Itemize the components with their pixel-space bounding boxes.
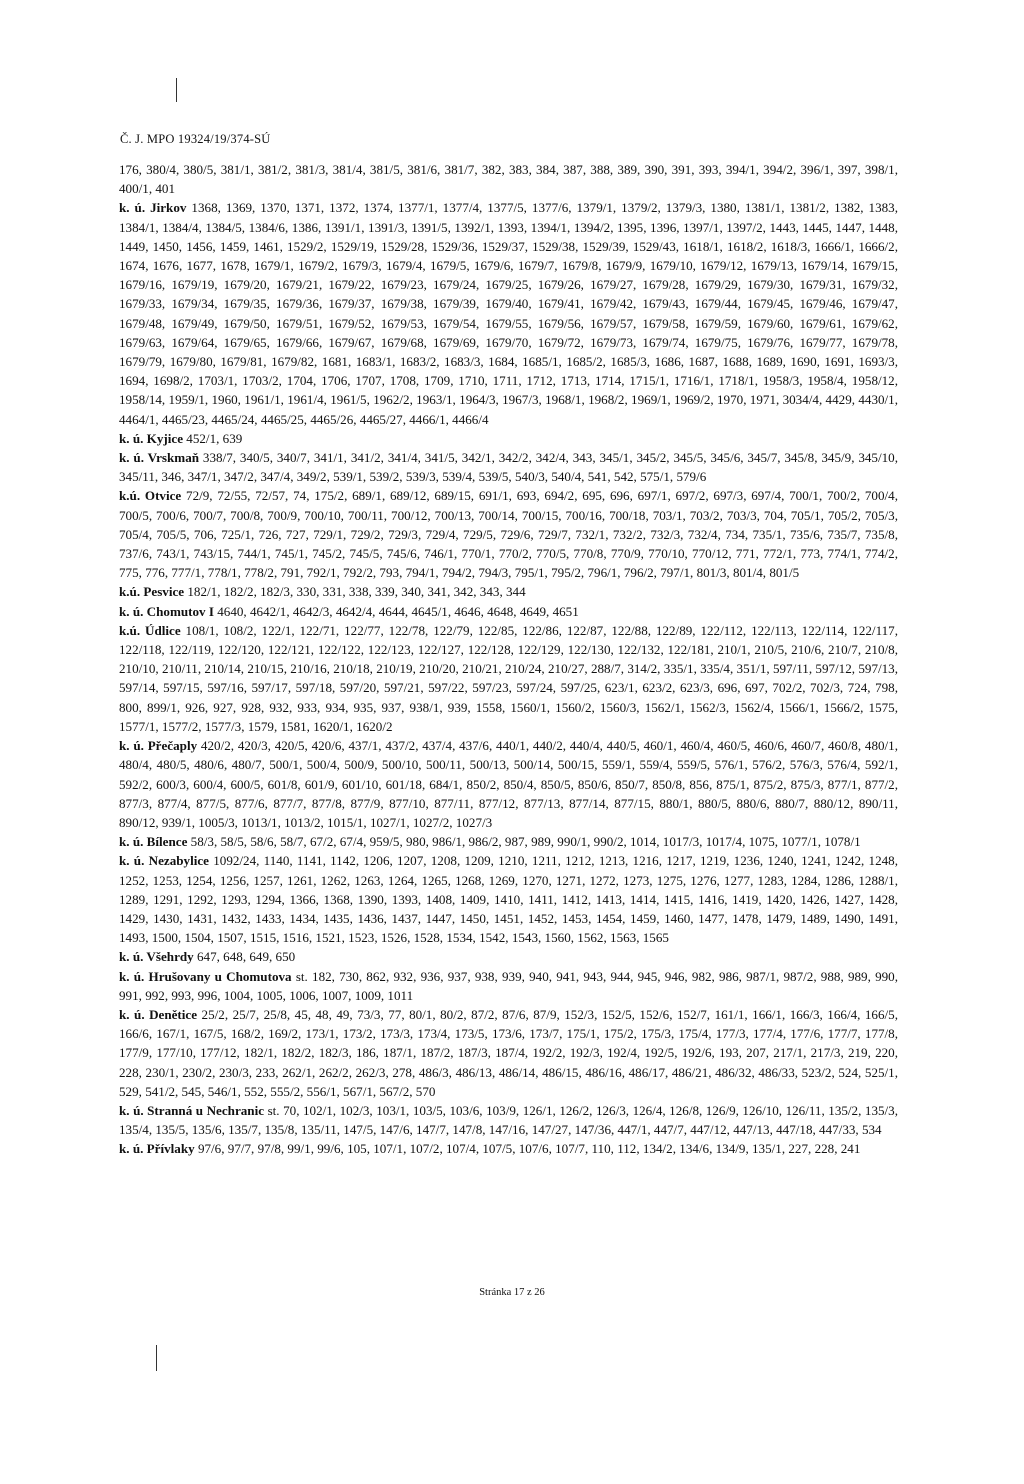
reference-number: Č. J. MPO 19324/19/374-SÚ [120,132,271,146]
parcel-entry-privlaky: k. ú. Přívlaky 97/6, 97/7, 97/8, 99/1, 99/6, 105, 107/1, 107/2, 107/4, 107/5, 107/6, 107/7, 110, 112, 134/2, 134/6, 134/9, 135/1, 227, 228, 241 [119,1141,861,1157]
parcel-entry-kyjice: k. ú. Kyjice 452/1, 639 [119,430,243,446]
parcel-list [119,160,898,1159]
parcel-entry-jirkov: k. ú. Jirkov 1368, 1369, 1370, 1371, 1372, 1374, 1377/1, 1377/4, 1377/5, 1377/6, 1379/1, 1379/2, 1379/3, 1380, 1381/1, 1381/2, 1382, 1383, 1384/1, 1384/4, 1384/5, 1384/6, 1386, 1391/1, 1391/3, 1391/5, 1392/1, 1393, 1394/1, 1394/2, 1395, 1396, 1397/1, 1397/2, 1443, 1445, 1447, 1448, 1449, 1450, 1456, 1459, 1461, 1529/2, 1529/19, 1529/28, 1529/36, 1529/37, 1529/38, 1529/39, 1529/43, 1618/1, 1618/2, 1618/3, 1666/1, 1666/2, 1674, 1676, 1677, 1678, 1679/1, 1679/2, 1679/3, 1679/4, 1679/5, 1679/6, 1679/7, 1679/8, 1679/9, 1679/10, 1679/12, 1679/13, 1679/14, 1679/15, 1679/16, 1679/19, 1679/20, 1679/21, 1679/22, 1679/23, 1679/24, 1679/25, 1679/26, 1679/27, 1679/28, 1679/29, 1679/30, 1679/31, 1679/32, 1679/33, 1679/34, 1679/35, 1679/36, 1679/37, 1679/38, 1679/39, 1679/40, 1679/41, 1679/42, 1679/43, 1679/44, 1679/45, 1679/46, 1679/47, 1679/48, 1679/49, 1679/50, 1679/51, 1679/52, 1679/53, 1679/54, 1679/55, 1679/56, 1679/57, 1679/58, 1679/59, 1679/60, 1679/61, 1679/62, 1679/63, 1679/64, 1679/65, 1679/66, 1679/67, 1679/68, 1679/69, 1679/70, 1679/72, 1679/73, 1679/74, 1679/75, 1679/76, 1679/77, 1679/78, 1679/79, 1679/80, 1679/81, 1679/82, 1681, 1683/1, 1683/2, 1683/3, 1684, 1685/1, 1685/2, 1685/3, 1686, 1687, 1688, 1689, 1690, 1691, 1693/3, 1694, 1698/2, 1703/1, 1703/2, 1704, 1706, 1707, 1708, 1709, 1710, 1711, 1712, 1713, 1714, 1715/1, 1716/1, 1718/1, 1958/3, 1958/4, 1958/12, 1958/14, 1959/1, 1960, 1961/1, 1961/4, 1961/5, 1962/2, 1963/1, 1964/3, 1967/3, 1968/1, 1968/2, 1969/1, 1969/2, 1970, 1971, 3034/4, 4429, 4430/1, 4464/1, 4465/23, 4465/24, 4465/25, 4465/26, 4465/27, 4466/1, 4466/4 [119,200,899,427]
scan-mark-top [176,78,177,102]
page-number: Stránka 17 z 26 [479,1287,545,1298]
parcel-entry-bilence: k. ú. Bílence 58/3, 58/5, 58/6, 58/7, 67/2, 67/4, 959/5, 980, 986/1, 986/2, 987, 989, 990/1, 990/2, 1014, 1017/3, 1017/4, 1075, 1077/1, 1078/1 [119,834,861,850]
parcel-entry-nezabylice: k. ú. Nezabylice 1092/24, 1140, 1141, 1142, 1206, 1207, 1208, 1209, 1210, 1211, 1212, 1213, 1216, 1217, 1219, 1236, 1240, 1241, 1242, 1248, 1252, 1253, 1254, 1256, 1257, 1261, 1262, 1263, 1264, 1265, 1268, 1269, 1270, 1271, 1272, 1273, 1275, 1276, 1277, 1283, 1284, 1286, 1288/1, 1289, 1291, 1292, 1293, 1294, 1366, 1368, 1390, 1393, 1408, 1409, 1410, 1411, 1412, 1413, 1414, 1415, 1416, 1419, 1420, 1426, 1427, 1428, 1429, 1430, 1431, 1432, 1433, 1434, 1435, 1436, 1437, 1447, 1450, 1451, 1452, 1453, 1454, 1459, 1460, 1477, 1478, 1479, 1489, 1490, 1491, 1493, 1500, 1504, 1507, 1515, 1516, 1521, 1523, 1526, 1528, 1534, 1542, 1543, 1560, 1562, 1563, 1565 [119,853,898,946]
parcel-entry-vrskman: k. ú. Vrskmaň 338/7, 340/5, 340/7, 341/1, 341/2, 341/4, 341/5, 342/1, 342/2, 342/4, 343, 345/1, 345/2, 345/5, 345/6, 345/7, 345/8, 345/9, 345/10, 345/11, 346, 347/1, 347/2, 347/4, 349/2, 539/1, 539/2, 539/3, 539/4, 539/5, 540/3, 540/4, 541, 542, 575/1, 579/6 [119,450,898,485]
parcel-entry-udlice: k.ú. Údlice 108/1, 108/2, 122/1, 122/71, 122/77, 122/78, 122/79, 122/85, 122/86, 122/87, 122/88, 122/89, 122/112, 122/113, 122/114, 122/117, 122/118, 122/119, 122/120, 122/121, 122/122, 122/123, 122/127, 122/128, 122/129, 122/130, 122/132, 122/181, 210/1, 210/5, 210/6, 210/7, 210/8, 210/10, 210/11, 210/14, 210/15, 210/16, 210/18, 210/19, 210/20, 210/21, 210/24, 210/27, 288/7, 314/2, 335/1, 335/4, 351/1, 597/11, 597/12, 597/13, 597/14, 597/15, 597/16, 597/17, 597/18, 597/20, 597/21, 597/22, 597/23, 597/24, 597/25, 623/1, 623/2, 623/3, 696, 697, 702/2, 702/3, 724, 798, 800, 899/1, 926, 927, 928, 932, 933, 934, 935, 937, 938/1, 939, 1558, 1560/1, 1560/2, 1560/3, 1562/1, 1562/3, 1562/4, 1566/1, 1566/2, 1575, 1577/1, 1577/2, 1577/3, 1579, 1581, 1620/1, 1620/2 [119,622,898,734]
scan-mark-bottom [156,1345,157,1371]
parcel-entry-otvice: k.ú. Otvice 72/9, 72/55, 72/57, 74, 175/2, 689/1, 689/12, 689/15, 691/1, 693, 694/2, 695, 696, 697/1, 697/2, 697/3, 697/4, 700/1, 700/2, 700/4, 700/5, 700/6, 700/7, 700/8, 700/9, 700/10, 700/11, 700/12, 700/13, 700/14, 700/15, 700/16, 700/18, 703/1, 703/2, 703/3, 704, 705/1, 705/2, 705/3, 705/4, 705/5, 706, 725/1, 726, 727, 729/1, 729/2, 729/3, 729/4, 729/5, 729/6, 729/7, 732/1, 732/2, 732/3, 732/4, 734, 735/1, 735/6, 735/7, 735/8, 737/6, 743/1, 743/15, 744/1, 745/1, 745/2, 745/5, 745/6, 746/1, 770/1, 770/2, 770/5, 770/8, 770/9, 770/10, 770/12, 771, 772/1, 773, 774/1, 774/2, 775, 776, 777/1, 778/1, 778/2, 791, 792/1, 792/2, 793, 794/1, 794/2, 794/3, 795/1, 795/2, 796/1, 796/2, 797/1, 801/3, 801/4, 801/5 [119,488,898,581]
parcel-entry-pesvice: k.ú. Pesvice 182/1, 182/2, 182/3, 330, 331, 338, 339, 340, 341, 342, 343, 344 [119,584,526,600]
parcel-entry-denetice: k. ú. Denětice 25/2, 25/7, 25/8, 45, 48, 49, 73/3, 77, 80/1, 80/2, 87/2, 87/6, 87/9, 152/3, 152/5, 152/6, 152/7, 161/1, 166/1, 166/3, 166/4, 166/5, 166/6, 167/1, 167/5, 168/2, 169/2, 173/1, 173/2, 173/3, 173/4, 173/5, 173/6, 173/7, 175/1, 175/2, 175/3, 175/4, 177/3, 177/4, 177/6, 177/7, 177/8, 177/9, 177/10, 177/12, 182/1, 182/2, 182/3, 186, 187/1, 187/2, 187/3, 187/4, 192/2, 192/3, 192/4, 192/5, 192/6, 193, 207, 217/1, 217/3, 219, 220, 228, 230/1, 230/2, 230/3, 233, 262/1, 262/2, 262/3, 278, 486/3, 486/13, 486/14, 486/15, 486/16, 486/17, 486/21, 486/32, 486/33, 523/2, 524, 525/1, 529, 541/2, 545, 546/1, 552, 555/2, 556/1, 567/1, 567/2, 570 [119,1006,898,1099]
parcel-entry-hrusovany: k. ú. Hrušovany u Chomutova st. 182, 730, 862, 932, 936, 937, 938, 939, 940, 941, 943, 944, 945, 946, 982, 986, 987/1, 987/2, 988, 989, 990, 991, 992, 993, 996, 1004, 1005, 1006, 1007, 1009, 1011 [119,968,898,1003]
parcel-entry-precaply: k. ú. Přečaply 420/2, 420/3, 420/5, 420/6, 437/1, 437/2, 437/4, 437/6, 440/1, 440/2, 440/4, 440/5, 460/1, 460/4, 460/5, 460/6, 460/7, 460/8, 480/1, 480/4, 480/5, 480/6, 480/7, 500/1, 500/4, 500/9, 500/10, 500/11, 500/13, 500/14, 500/15, 559/1, 559/4, 559/5, 576/1, 576/2, 576/3, 576/4, 592/1, 592/2, 600/3, 600/4, 600/5, 601/8, 601/9, 601/10, 601/18, 684/1, 850/2, 850/4, 850/5, 850/6, 850/7, 850/8, 856, 875/1, 875/2, 875/3, 877/1, 877/2, 877/3, 877/4, 877/5, 877/6, 877/7, 877/8, 877/9, 877/10, 877/11, 877/12, 877/13, 877/14, 877/15, 880/1, 880/5, 880/6, 880/7, 880/12, 890/11, 890/12, 939/1, 1005/3, 1013/1, 1013/2, 1015/1, 1027/1, 1027/2, 1027/3 [119,738,898,830]
parcel-entry-chomutov: k. ú. Chomutov I 4640, 4642/1, 4642/3, 4642/4, 4644, 4645/1, 4646, 4648, 4649, 4651 [119,603,579,619]
parcel-entry-continued: 176, 380/4, 380/5, 381/1, 381/2, 381/3, 381/4, 381/5, 381/6, 381/7, 382, 383, 384, 387, 388, 389, 390, 391, 393, 394/1, 394/2, 396/1, 397, 398/1, 400/1, 401 [119,162,898,197]
parcel-entry-stranna: k. ú. Stranná u Nechranic st. 70, 102/1, 102/3, 103/1, 103/5, 103/6, 103/9, 126/1, 126/2, 126/3, 126/4, 126/8, 126/9, 126/10, 126/11, 135/2, 135/3, 135/4, 135/5, 135/6, 135/7, 135/8, 135/11, 147/5, 147/6, 147/7, 147/8, 147/16, 147/27, 147/36, 447/1, 447/7, 447/12, 447/13, 447/18, 447/33, 534 [119,1102,898,1138]
parcel-entry-vsehrdy: k. ú. Všehrdy 647, 648, 649, 650 [119,949,296,965]
